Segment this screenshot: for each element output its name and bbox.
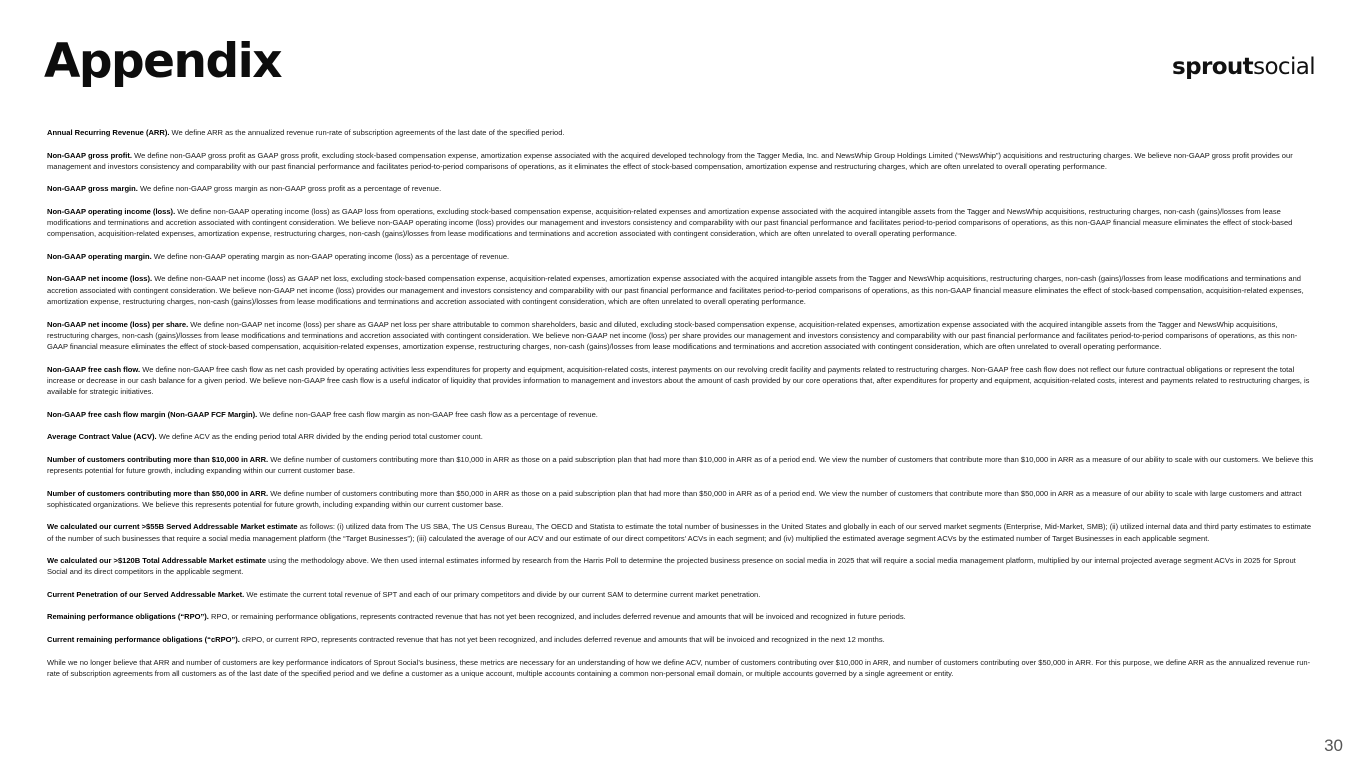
definition-term: Remaining performance obligations (“RPO”). xyxy=(47,612,209,622)
definition-acv xyxy=(47,431,1317,442)
logo-bold-text: sprout xyxy=(1172,54,1254,80)
page-title: Appendix xyxy=(44,34,282,89)
definition-text: as follows: (i) utilized data from The US SBA, The US Census Bureau, The OECD and Statista to estimate the total number of businesses in the United States and globally in each of our served market segments (Enterprise, Mid-Market, SMB); (ii) utilized internal data and third party estimates to estimate of the number of such businesses that require a social media management platform (the “Target Businesses”); (iii) calculated the average of our ACV and our estimate of our direct competitors’ ACVs in each segment; and (iv) multiplied the estimated average segment ACVs by the estimated number of Target Businesses in each applicable segment. xyxy=(47,522,1312,543)
definition-term: Non-GAAP gross margin. xyxy=(47,184,138,194)
definition-gross-margin xyxy=(47,183,1317,194)
definition-term: Non-GAAP gross profit. xyxy=(47,150,132,160)
closing-note xyxy=(47,657,1317,680)
definition-sam xyxy=(47,521,1317,544)
definition-term: Non-GAAP operating income (loss). xyxy=(47,206,176,216)
definition-gross-profit xyxy=(47,150,1317,173)
definition-term: We calculated our current >$55B Served Addressable Market estimate xyxy=(47,522,298,532)
definition-term: Non-GAAP free cash flow. xyxy=(47,364,141,374)
definition-text: We define number of customers contributing more than $10,000 in ARR as those on a paid subscription plan that had more than $10,000 in ARR as of a period end. We view the number of customers that contribute more than $10,000 in ARR as a measure of our ability to scale with our customers. We believe this represents potential for future growth, including expanding within our current customer base. xyxy=(47,454,1314,475)
definition-text: We define ARR as the annualized revenue run-rate of subscription agreements of the last date of the specified period. xyxy=(169,128,565,137)
definition-text: We define non-GAAP free cash flow as net cash provided by operating activities less expenditures for property and equipment, acquisition-related costs, interest payments on our revolving credit facility and payments related to restructuring charges. Non-GAAP free cash flow does not reflect our future contractual obligations or represent the total increase or decrease in our cash balance for a given period. We believe non-GAAP free cash flow is a useful indicator of liquidity that provides information to management and investors about the amount of cash provided by our core operations that, after expenditures for property and equipment, acquisition-related costs, interest and payments related to restructuring charges, is available for strategic initiatives. xyxy=(47,364,1310,397)
definition-operating-margin xyxy=(47,251,1317,262)
definition-term: Number of customers contributing more than $50,000 in ARR. xyxy=(47,488,269,498)
sprout-social-logo xyxy=(1172,56,1315,79)
definition-text: We define non-GAAP gross margin as non-GAAP gross profit as a percentage of revenue. xyxy=(137,184,442,194)
definition-operating-income xyxy=(47,206,1317,240)
definition-rpo xyxy=(47,611,1317,622)
definition-term: Non-GAAP free cash flow margin (Non-GAAP FCF Margin). xyxy=(47,409,258,419)
definition-net-income xyxy=(47,273,1317,307)
definition-term: Non-GAAP operating margin. xyxy=(47,251,152,261)
definition-term: Non-GAAP net income (loss). xyxy=(47,274,153,284)
definition-free-cash-flow xyxy=(47,364,1317,398)
logo-light-text: social xyxy=(1253,54,1316,80)
definition-text: We define non-GAAP net income (loss) as GAAP net loss, excluding stock-based compensation expense, acquisition-related expenses, amortization expense associated with the acquired intangible assets from the Tagger and NewsWhip acquisitions, restructuring charges, non-cash (gains)/losses from lease modifications and terminations and accretion associated with contingent consideration. We believe non-GAAP net income (loss) provides our management and investors consistency and comparability with our past financial performance and facilitates period-to-period comparisons of operations, as this non-GAAP financial measure eliminates the effect of stock-based compensation, acquisition-related expenses, amortization expense, restructuring charges, non-cash (gains)/losses from lease modifications and terminations and accretion associated with contingent consideration, which are often unrelated to overall operating performance. xyxy=(47,274,1304,306)
definition-customers-50k xyxy=(47,488,1317,511)
definitions-list xyxy=(47,127,1317,690)
definition-text: We define number of customers contributing more than $50,000 in ARR as those on a paid subscription plan that had more than $50,000 in ARR as of a period end. We view the number of customers that contribute more than $50,000 in ARR as a measure of our ability to scale with large customers and attract sophisticated organizations. We believe this represents potential for future growth, including expanding within our current customer base. xyxy=(47,488,1302,509)
definition-term: Annual Recurring Revenue (ARR). xyxy=(47,128,170,137)
definition-text: We define non-GAAP net income (loss) per share as GAAP net loss per share attributable to common shareholders, basic and diluted, excluding stock-based compensation expense, acquisition-related expenses, amortization expense associated with the acquired intangible assets from the Tagger and NewsWhip acquisitions, restructuring charges, non-cash (gains)/losses from lease modifications and terminations and accretion associated with contingent consideration. We believe non-GAAP net income (loss) per share provides our management and investors consistency and comparability with our past financial performance and facilitates period-to-period comparisons of operations, as this non-GAAP financial measure eliminates the effect of stock-based compensation, acquisition-related expenses, amortization expense, restructuring charges, non-cash (gains)/losses from lease modifications and terminations and accretion associated with contingent consideration, which are often unrelated to overall operating performance. xyxy=(47,319,1298,352)
definition-fcf-margin xyxy=(47,409,1317,420)
definition-term: Current remaining performance obligations (“cRPO”). xyxy=(47,635,240,644)
definition-net-income-per-share xyxy=(47,319,1317,353)
definition-text: We define non-GAAP operating income (loss) as GAAP loss from operations, excluding stock-based compensation expense, acquisition-related expenses and amortization expense associated with the acquired intangible assets from the Tagger and NewsWhip acquisitions, restructuring charges, non-cash (gains)/losses from lease modifications and terminations and accretion associated with contingent consideration. We believe non-GAAP operating income (loss) provides our management and investors consistency and comparability with our past financial performance and facilitates period-to-period comparisons of operations, as this non-GAAP financial measure eliminates the effect of stock-based compensation, acquisition-related expenses, amortization expense, restructuring charges, non-cash (gains)/losses from lease modifications and terminations and accretion associated with contingent consideration, which are often unrelated to overall operating performance. xyxy=(47,206,1293,239)
definition-term: Current Penetration of our Served Addressable Market. xyxy=(47,589,245,599)
definition-penetration xyxy=(47,589,1317,600)
definition-text: We estimate the current total revenue of SPT and each of our primary competitors and divide by our current SAM to determine current market penetration. xyxy=(244,589,761,599)
definition-text: using the methodology above. We then used internal estimates informed by research from the Harris Poll to determine the projected business presence on social media in 2025 that will require a social media management platform, multiplied by our internal projected average segment ACVs in 2025 for Sprout Social and its direct competitors in the applicable segment. xyxy=(47,556,1296,577)
definition-text: cRPO, or current RPO, represents contracted revenue that has not yet been recognized, and includes deferred revenue and amounts that will be invoiced and recognized in the next 12 months. xyxy=(239,635,885,644)
definition-term: Number of customers contributing more than $10,000 in ARR. xyxy=(47,454,269,464)
definition-text: RPO, or remaining performance obligations, represents contracted revenue that has not yet been recognized, and includes deferred revenue and amounts that will be invoiced and recognized in future periods. xyxy=(208,612,906,622)
definition-text: While we no longer believe that ARR and number of customers are key performance indicators of Sprout Social’s business, these metrics are necessary for an understanding of how we define ACV, number of customers contributing over $10,000 in ARR, and number of customers contributing over $50,000 in ARR. For this purpose, we define ARR as the annualized revenue run-rate of subscription agreements from all customers as of the last date of the specified period and we define a customer as a unique account, multiple accounts containing a common non-personal email domain, or multiple accounts governed by a single agreement or entity. xyxy=(47,657,1311,678)
definition-term: We calculated our >$120B Total Addressable Market estimate xyxy=(47,556,267,566)
definition-crpo xyxy=(47,634,1317,645)
definition-term: Non-GAAP net income (loss) per share. xyxy=(47,319,189,329)
definition-text: We define non-GAAP gross profit as GAAP gross profit, excluding stock-based compensation expense, amortization expense associated with the acquired developed technology from the Tagger Media, Inc. and NewsWhip Group Holdings Limited (“NewsWhip”) acquisitions and restructuring charges. We believe non-GAAP gross profit provides our management and investors consistency and comparability with our past financial performance and facilitates period-to-period comparisons of operations, as it eliminates the effect of stock-based compensation, amortization expense and restructuring charges, which are often unrelated to overall operating performance. xyxy=(47,150,1293,171)
page-number: 30 xyxy=(1324,736,1343,755)
definition-text: We define non-GAAP free cash flow margin as non-GAAP free cash flow as a percentage of revenue. xyxy=(257,409,598,419)
definition-text: We define non-GAAP operating margin as non-GAAP operating income (loss) as a percentage of revenue. xyxy=(151,251,510,261)
definition-arr xyxy=(47,127,1317,138)
definition-text: We define ACV as the ending period total ARR divided by the ending period total customer count. xyxy=(156,432,483,442)
definition-customers-10k xyxy=(47,454,1317,477)
definition-term: Average Contract Value (ACV). xyxy=(47,432,157,442)
definition-tam xyxy=(47,555,1317,578)
